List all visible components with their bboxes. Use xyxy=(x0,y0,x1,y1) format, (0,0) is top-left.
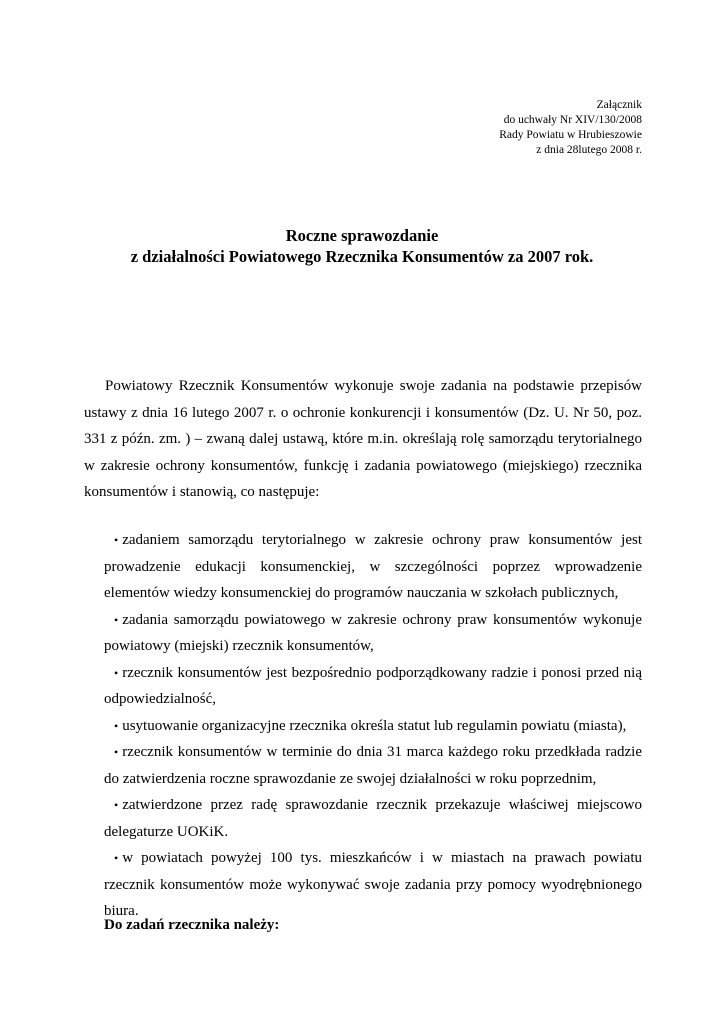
bullet-icon: • xyxy=(114,612,119,627)
bullet-icon: • xyxy=(114,665,119,680)
bullet-icon: • xyxy=(114,851,119,865)
annex-header xyxy=(499,98,642,158)
statute-list xyxy=(104,527,642,925)
list-item xyxy=(104,792,642,845)
list-item-text: w powiatach powyżej 100 tys. mieszkańców i w miastach na prawach powiatu rzecznik konsumentów może wykonywać swoje zadania przy pomocy wyodrębnionego biura. xyxy=(104,850,642,919)
list-item-text: zadania samorządu powiatowego w zakresie ochrony praw konsumentów wykonuje powiatowy (miejski) rzecznik konsumentów, xyxy=(104,611,642,654)
annex-label: Załącznik xyxy=(596,99,642,111)
list-item xyxy=(104,660,642,713)
resolution-date: z dnia 28lutego 2008 r. xyxy=(536,144,642,156)
list-item-text: zadaniem samorządu terytorialnego w zakresie ochrony praw konsumentów jest prowadzenie edukacji konsumenckiej, w szczególności poprzez wprowadzenie elementów wiedzy konsumenckiej do programów nauczania w szkołach publicznych, xyxy=(104,532,642,601)
resolution-number: do uchwały Nr XIV/130/2008 xyxy=(503,114,642,126)
council-name: Rady Powiatu w Hrubieszowie xyxy=(499,129,642,141)
document-title xyxy=(0,225,724,267)
bullet-icon: • xyxy=(114,798,119,812)
list-item-text: usytuowanie organizacyjne rzecznika określa statut lub regulamin powiatu (miasta), xyxy=(122,717,627,734)
list-item xyxy=(104,607,642,660)
intro-paragraph: Powiatowy Rzecznik Konsumentów wykonuje swoje zadania na podstawie przepisów ustawy z dnia 16 lutego 2007 r. o ochronie konkurencji i konsumentów (Dz. U. Nr 50, poz. 331 z późn. zm. ) – zwaną dalej ustawą, które m.in. określają rolę samorządu terytorialnego w zakresie ochrony konsumentów, funkcję i zadania powiatowego (miejskiego) rzecznika konsumentów i stanowią, co następuje: xyxy=(84,378,642,500)
bullet-icon: • xyxy=(114,745,119,759)
list-item xyxy=(104,739,642,792)
section-heading: Do zadań rzecznika należy: xyxy=(104,917,280,933)
intro-section xyxy=(84,373,642,506)
bullet-icon: • xyxy=(114,533,119,547)
title-line-1: Roczne sprawozdanie xyxy=(285,226,439,245)
list-item xyxy=(104,527,642,607)
list-item xyxy=(104,713,642,740)
list-item-text: rzecznik konsumentów w terminie do dnia 31 marca każdego roku przedkłada radzie do zatwierdzenia roczne sprawozdanie ze swojej działalności w roku poprzednim, xyxy=(104,744,642,787)
list-item-text: zatwierdzone przez radę sprawozdanie rzecznik przekazuje właściwej miejscowo delegaturze UOKiK. xyxy=(104,797,642,840)
title-line-2: z działalności Powiatowego Rzecznika Konsumentów za 2007 rok. xyxy=(130,247,594,266)
bullet-icon: • xyxy=(114,718,119,733)
list-item-text: rzecznik konsumentów jest bezpośrednio podporządkowany radzie i ponosi przed nią odpowiedzialność, xyxy=(104,664,642,707)
